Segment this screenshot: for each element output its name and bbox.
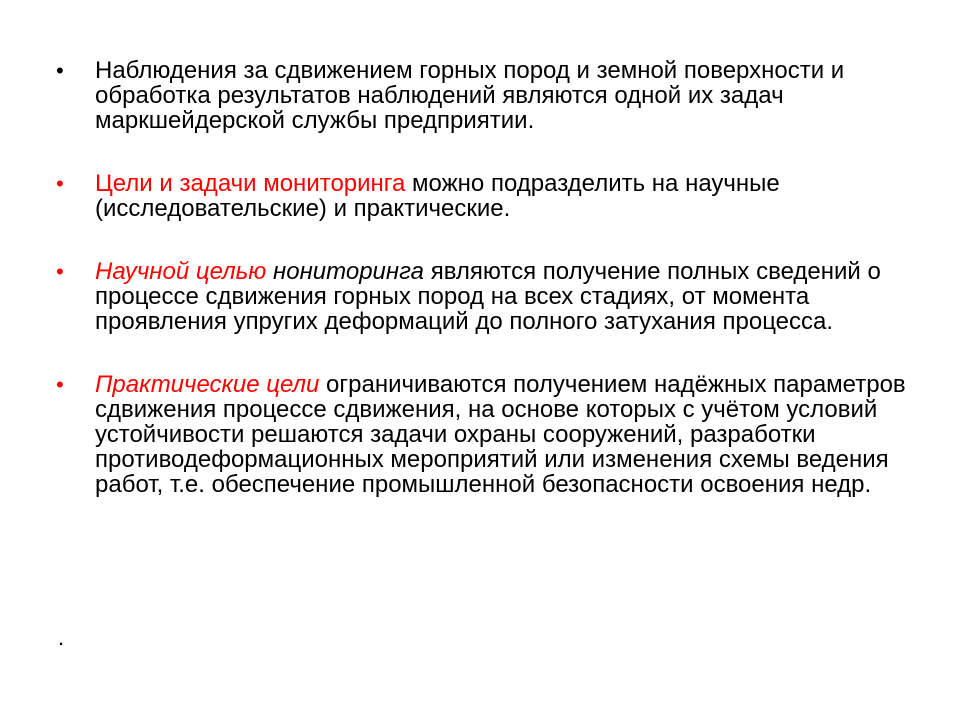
- bullet-marker: •: [56, 259, 64, 284]
- italic-phrase: нониторинга: [273, 258, 425, 285]
- bullet-item-goals: [56, 171, 936, 221]
- bullet-text: являются получение полных сведений о процессе сдвижения горных пород на всех стадиях, от момента проявления упругих деформаций до полного затухания процесса.: [95, 258, 881, 335]
- bullet-text: Наблюдения за сдвижением горных пород и земной поверхности и обработка результатов наблюдений являются одной их задач маркшейдерской службы предприятии.: [95, 57, 845, 134]
- bullet-marker: •: [56, 58, 64, 83]
- highlighted-phrase: Цели и задачи мониторинга: [95, 170, 406, 197]
- bullet-item-practical-goals: [56, 372, 936, 497]
- trailing-mark: .: [58, 625, 65, 650]
- bullet-item-monitoring-task: [56, 58, 936, 133]
- bullet-list: [56, 58, 936, 497]
- bullet-item-scientific-goal: [56, 259, 936, 334]
- highlighted-phrase: Научной целью: [95, 258, 274, 285]
- bullet-marker: •: [56, 372, 64, 397]
- bullet-text: ограничиваются получением надёжных параметров сдвижения процессе сдвижения, на основе которых с учётом условий устойчивости решаются задачи охраны сооружений, разработки противодеформационных мероприятий или изменения схемы ведения работ, т.е. обеспечение промышленной безопасности освоения недр.: [95, 371, 906, 498]
- highlighted-phrase: Практические цели: [95, 371, 320, 398]
- bullet-marker: •: [56, 171, 64, 196]
- bullet-text: можно подразделить на научные (исследовательские) и практические.: [95, 170, 780, 222]
